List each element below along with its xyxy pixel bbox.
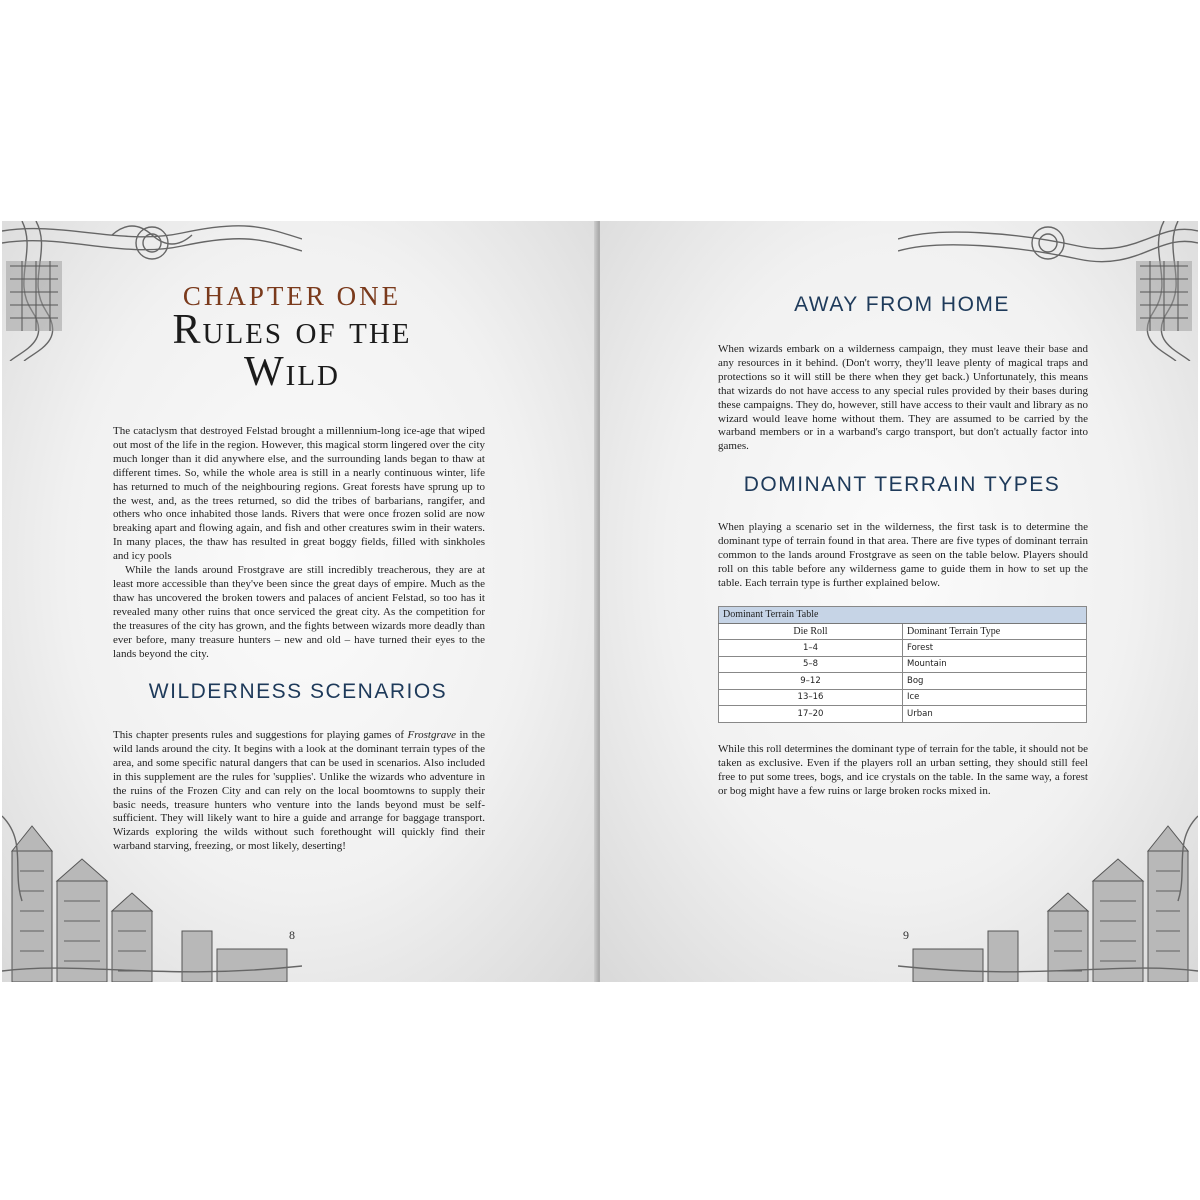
terrain-intro-paragraph: When playing a scenario set in the wilderness, the first task is to determine the dominant type of terrain found in that area. There are five types of dominant terrain common to the lands around Frostgrave as seen on the table below. Players should roll on this table before any wilderness game to guide them in how to set up the table. Each terrain type is further explained below. xyxy=(718,521,1088,589)
intro-text xyxy=(113,425,485,661)
die-roll-cell: 13–16 xyxy=(719,689,903,706)
away-paragraph: When wizards embark on a wilderness campaign, they must leave their base and any resources in it behind. (Don't worry, they'll leave plenty of magical traps and protections so it will still be there when they get back.) Unfortunately, this means that wizards do not have access to any special rules provided by their bases during these campaigns. They do, however, still have access to their vault and library as no wizard would leave home without them. They are assumed to be carried by the warband members or in a warband's cargo transport, but don't actually factor into games. xyxy=(718,343,1088,453)
intro-paragraph-2: While the lands around Frostgrave are still incredibly treacherous, they are at least more accessible than they've been since the great days of empire. Much as the thaw has uncovered the broken towers and palaces of ancient Felstad, so too has it revealed many other ruins that once serviced the great city. As the competition for the treasures of the city has grown, and the fights between wizards more deadly than ever before, many treasure hunters – new and old – have turned their eyes to the lands beyond the city. xyxy=(113,564,485,660)
table-header-row xyxy=(719,623,1087,640)
terrain-type-cell: Mountain xyxy=(903,656,1087,673)
away-text xyxy=(718,343,1088,454)
column-header-terrain-type: Dominant Terrain Type xyxy=(903,623,1087,640)
heading-dominant-terrain: DOMINANT TERRAIN TYPES xyxy=(743,473,1061,496)
table-caption: Dominant Terrain Table xyxy=(719,607,1087,624)
wilderness-text-after: in the wild lands around the city. It begins with a look at the dominant terrain types of the area, and some specific natural dangers that can be used in scenarios. Also included in this supplement are the rules for 'supplies'. Unlike the wizards who adventure in the ruins of the Frozen City and can rely on the local boomtowns to supply their basic needs, treasure hunters who venture into the lands beyond must be self-sufficient. They will likely want to hire a guide and arrange for baggage transport. Wizards exploring the wilds without such forethought will quickly find their warband starving, freezing, or most likely, deserting! xyxy=(113,729,486,853)
terrain-outro-text xyxy=(718,743,1088,799)
wilderness-paragraph xyxy=(113,729,485,854)
page-number-left: 8 xyxy=(289,928,295,942)
right-page xyxy=(600,221,1198,982)
terrain-type-cell: Bog xyxy=(903,673,1087,690)
table-row xyxy=(719,673,1087,690)
table-row xyxy=(719,706,1087,723)
heading-away-from-home: AWAY FROM HOME xyxy=(794,293,1010,316)
die-roll-cell: 17–20 xyxy=(719,706,903,723)
terrain-type-cell: Ice xyxy=(903,689,1087,706)
die-roll-cell: 1–4 xyxy=(719,640,903,657)
column-header-die-roll: Die Roll xyxy=(719,623,903,640)
chapter-title-line2: Wild xyxy=(244,349,340,395)
page-number-right: 9 xyxy=(903,928,909,942)
chapter-label: CHAPTER ONE xyxy=(182,281,402,311)
game-title-italic: Frostgrave xyxy=(407,729,457,741)
table-caption-row xyxy=(719,607,1087,624)
chapter-title-line1: Rules of the xyxy=(172,307,412,353)
wilderness-text xyxy=(113,729,485,854)
terrain-outro-paragraph: While this roll determines the dominant type of terrain for the table, it should not be taken as exclusive. Even if the players roll an urban setting, they should still feel free to put some trees, bogs, and ice crystals on the table. In the same way, a forest or bog might have a few ruins or large broken rocks mixed in. xyxy=(718,743,1088,797)
section-heading-wilderness: WILDERNESS SCENARIOS xyxy=(148,680,448,703)
knotwork-border-icon xyxy=(898,221,1198,361)
die-roll-cell: 9–12 xyxy=(719,673,903,690)
book-spread xyxy=(2,221,1198,982)
terrain-intro-text xyxy=(718,521,1088,591)
left-page xyxy=(2,221,598,982)
dominant-terrain-table xyxy=(718,606,1087,723)
wilderness-text-before: This chapter presents rules and suggestions for playing games of xyxy=(113,729,408,741)
intro-paragraph-1: The cataclysm that destroyed Felstad brought a millennium-long ice-age that wiped out most of the life in the region. However, this magical storm lingered over the city much longer than it did anywhere else, and the surrounding lands began to thaw at different times. So, while the whole area is still in a nearly continuous winter, life has returned to much of the neighbouring regions. Great forests have sprung up to the west, and, as the trees returned, so did the tribes of barbarians, rangifer, and others who once inhabited those lands. Rivers that were once frozen solid are now breaking apart and flowing again, and fish and other creatures swim in their waters. In many places, the thaw has resulted in great boggy fields, filled with sinkholes and icy pools xyxy=(113,425,485,563)
die-roll-cell: 5–8 xyxy=(719,656,903,673)
table-row xyxy=(719,656,1087,673)
terrain-type-cell: Urban xyxy=(903,706,1087,723)
table-row xyxy=(719,689,1087,706)
castle-illustration-icon xyxy=(898,811,1198,982)
chapter-title xyxy=(92,309,492,393)
terrain-type-cell: Forest xyxy=(903,640,1087,657)
table-row xyxy=(719,640,1087,657)
